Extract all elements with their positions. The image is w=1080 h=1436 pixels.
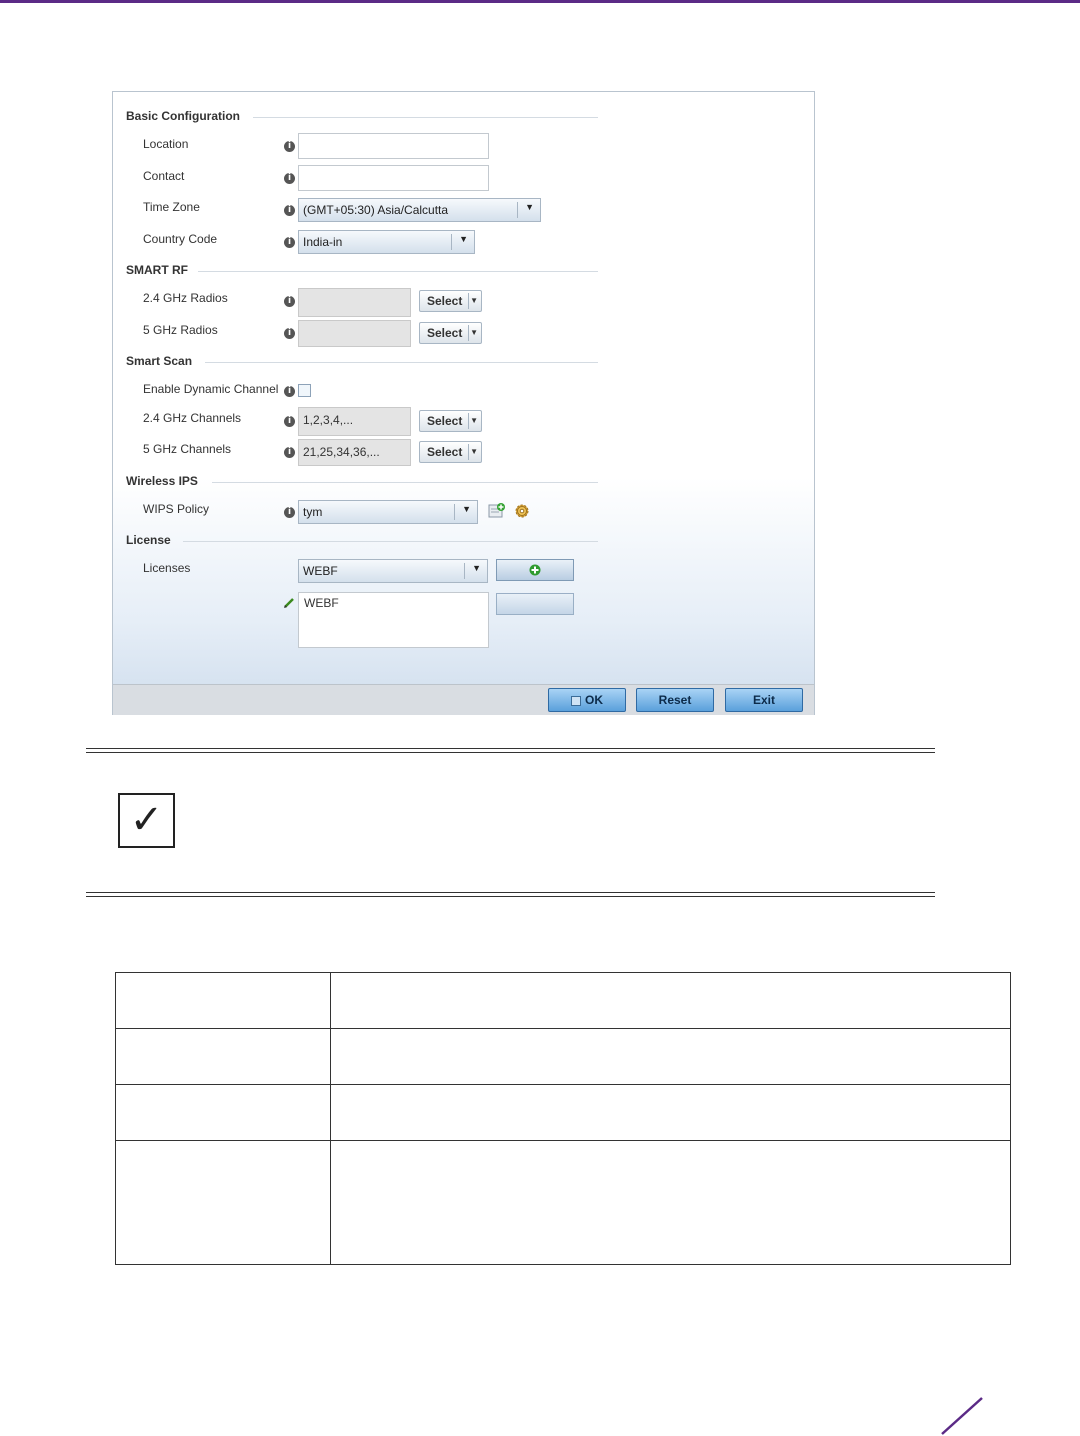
save-icon [571, 696, 581, 706]
info-icon[interactable]: i [284, 447, 295, 458]
license-list-item[interactable]: WEBF [304, 596, 339, 610]
country-code-value: India-in [303, 235, 343, 249]
time-zone-value: (GMT+05:30) Asia/Calcutta [303, 203, 449, 217]
dropdown-separator [517, 202, 518, 218]
licenses-value: WEBF [303, 564, 338, 578]
note-bottom-rule [86, 896, 935, 897]
page-corner-slash-icon [940, 1396, 984, 1436]
location-label: Location [143, 137, 189, 151]
channels-5-field: 21,25,34,36,... [298, 439, 411, 466]
table-cell [116, 1141, 331, 1265]
info-icon[interactable]: i [284, 328, 295, 339]
info-icon[interactable]: i [284, 237, 295, 248]
radios-5-field [298, 320, 411, 347]
dropdown-arrow-icon: ▼ [470, 296, 478, 305]
info-icon[interactable]: i [284, 416, 295, 427]
licenses-select[interactable] [298, 559, 488, 583]
contact-label: Contact [143, 169, 185, 183]
table-row [116, 1141, 1011, 1265]
radios-5-select-button[interactable] [419, 322, 482, 344]
dropdown-arrow-icon: ▼ [470, 447, 478, 456]
note-bottom-rule [86, 892, 935, 893]
dropdown-arrow-icon[interactable]: ▼ [459, 234, 468, 244]
channels-5-label: 5 GHz Channels [143, 442, 232, 456]
section-basic-configuration: Basic Configuration [126, 109, 241, 123]
exit-button[interactable] [725, 688, 803, 712]
remove-license-button[interactable] [496, 593, 574, 615]
select-button-label: Select [427, 294, 463, 308]
section-divider [198, 271, 598, 272]
add-icon [529, 564, 541, 576]
table-cell [331, 1141, 1011, 1265]
select-button-label: Select [427, 326, 463, 340]
table-cell [331, 973, 1011, 1029]
enable-dynamic-channel-label: Enable Dynamic Channel [143, 382, 279, 396]
channels-24-select-button[interactable] [419, 410, 482, 432]
section-divider [205, 362, 598, 363]
description-table [115, 972, 1011, 1265]
licenses-list[interactable] [298, 592, 489, 648]
wips-policy-value: tym [303, 505, 323, 519]
section-license: License [126, 533, 171, 547]
add-license-button[interactable] [496, 559, 574, 581]
dropdown-arrow-icon: ▼ [470, 328, 478, 337]
country-code-label: Country Code [143, 232, 218, 246]
info-icon[interactable]: i [284, 296, 295, 307]
table-cell [116, 973, 331, 1029]
button-separator [468, 444, 469, 460]
note-top-rule [86, 752, 935, 753]
radios-24-select-button[interactable] [419, 290, 482, 312]
wips-policy-label: WIPS Policy [143, 502, 210, 516]
dropdown-arrow-icon[interactable]: ▼ [525, 202, 534, 212]
note-top-rule [86, 748, 935, 749]
ok-button[interactable] [548, 688, 626, 712]
button-separator [468, 325, 469, 341]
radios-24-label: 2.4 GHz Radios [143, 291, 228, 305]
section-smart-rf: SMART RF [126, 263, 188, 277]
edit-policy-gear-icon[interactable] [513, 502, 531, 520]
enable-dynamic-channel-checkbox[interactable] [298, 384, 311, 397]
top-accent-rule [0, 0, 1080, 3]
pencil-icon [283, 597, 295, 609]
table-row [116, 1029, 1011, 1085]
radios-24-field [298, 288, 411, 317]
exit-button-label: Exit [752, 693, 775, 707]
ok-button-label: OK [585, 693, 603, 707]
info-icon[interactable]: i [284, 386, 295, 397]
channels-24-field: 1,2,3,4,... [298, 407, 411, 436]
panel-footer [113, 684, 814, 715]
time-zone-label: Time Zone [143, 200, 200, 214]
time-zone-select[interactable] [298, 198, 541, 222]
reset-button[interactable] [636, 688, 714, 712]
section-smart-scan: Smart Scan [126, 354, 193, 368]
info-icon[interactable]: i [284, 205, 295, 216]
select-button-label: Select [427, 445, 463, 459]
table-cell [331, 1029, 1011, 1085]
contact-input[interactable] [298, 165, 489, 191]
info-icon[interactable]: i [284, 141, 295, 152]
dropdown-arrow-icon[interactable]: ▼ [472, 563, 481, 573]
info-icon[interactable]: i [284, 507, 295, 518]
radios-5-label: 5 GHz Radios [143, 323, 218, 337]
info-icon[interactable]: i [284, 173, 295, 184]
table-cell [116, 1085, 331, 1141]
button-separator [468, 413, 469, 429]
select-button-label: Select [427, 414, 463, 428]
table-row [116, 973, 1011, 1029]
dropdown-separator [451, 234, 452, 250]
wips-policy-select[interactable] [298, 500, 478, 524]
table-cell [116, 1029, 331, 1085]
channels-5-select-button[interactable] [419, 441, 482, 463]
licenses-label: Licenses [143, 561, 191, 575]
section-wireless-ips: Wireless IPS [126, 474, 198, 488]
create-policy-icon[interactable] [488, 502, 506, 520]
location-input[interactable] [298, 133, 489, 159]
table-row [116, 1085, 1011, 1141]
dropdown-separator [454, 504, 455, 520]
dropdown-arrow-icon[interactable]: ▼ [462, 504, 471, 514]
device-config-panel [112, 91, 815, 715]
section-divider [212, 482, 598, 483]
country-code-select[interactable] [298, 230, 475, 254]
section-divider [253, 117, 598, 118]
channels-24-label: 2.4 GHz Channels [143, 411, 242, 425]
dropdown-arrow-icon: ▼ [470, 416, 478, 425]
dropdown-separator [464, 563, 465, 579]
check-mark-icon: ✓ [118, 793, 175, 848]
button-separator [468, 293, 469, 309]
table-cell [331, 1085, 1011, 1141]
section-divider [183, 541, 598, 542]
reset-button-label: Reset [658, 693, 692, 707]
